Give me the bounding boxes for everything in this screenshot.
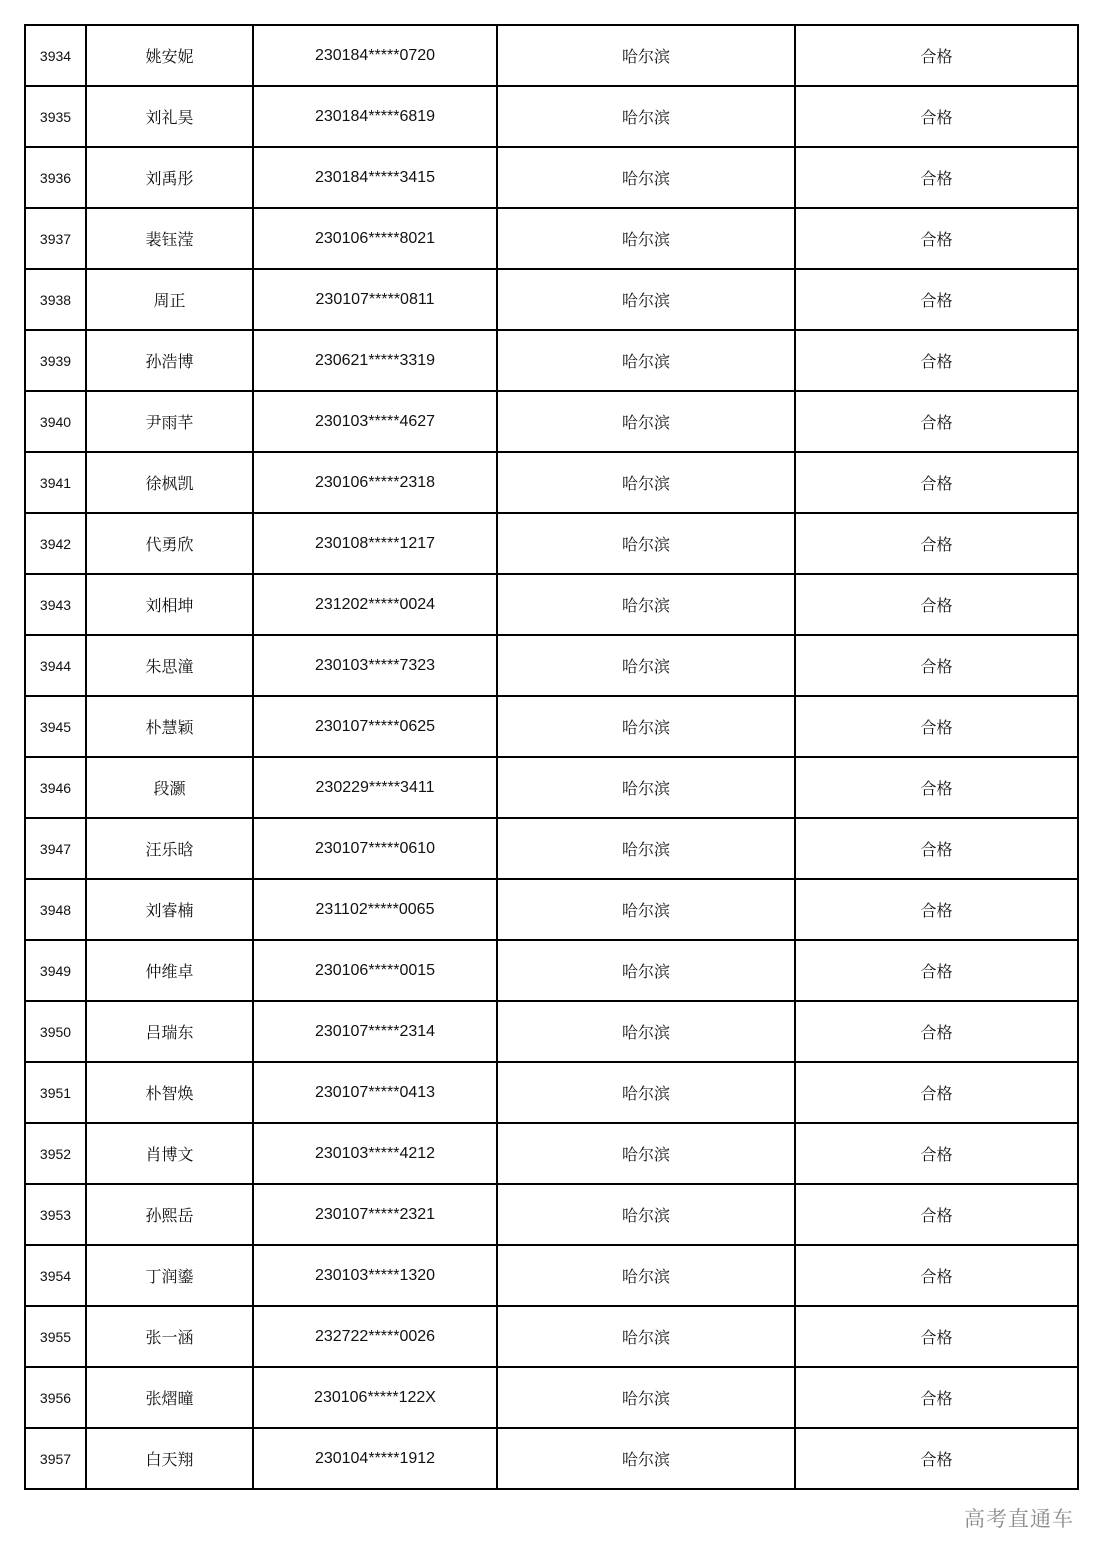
table-row [25, 1123, 1078, 1184]
cell-number: 3946 [25, 757, 86, 818]
cell-id-number: 230107*****2314 [253, 1001, 497, 1062]
cell-result: 合格 [795, 1123, 1078, 1184]
cell-number: 3955 [25, 1306, 86, 1367]
cell-id-number: 230107*****0610 [253, 818, 497, 879]
cell-number: 3945 [25, 696, 86, 757]
cell-city: 哈尔滨 [497, 1428, 795, 1489]
table-row [25, 1184, 1078, 1245]
cell-name: 段灏 [86, 757, 253, 818]
cell-number: 3953 [25, 1184, 86, 1245]
table-row [25, 1062, 1078, 1123]
cell-city: 哈尔滨 [497, 574, 795, 635]
cell-name: 刘相坤 [86, 574, 253, 635]
cell-result: 合格 [795, 1001, 1078, 1062]
cell-id-number: 230107*****2321 [253, 1184, 497, 1245]
cell-id-number: 230106*****0015 [253, 940, 497, 1001]
cell-id-number: 230184*****0720 [253, 25, 497, 86]
table-row [25, 86, 1078, 147]
cell-city: 哈尔滨 [497, 1245, 795, 1306]
cell-city: 哈尔滨 [497, 147, 795, 208]
cell-result: 合格 [795, 1306, 1078, 1367]
cell-name: 吕瑞东 [86, 1001, 253, 1062]
cell-name: 朱思潼 [86, 635, 253, 696]
cell-city: 哈尔滨 [497, 208, 795, 269]
cell-name: 代勇欣 [86, 513, 253, 574]
cell-id-number: 230108*****1217 [253, 513, 497, 574]
cell-name: 张熠曈 [86, 1367, 253, 1428]
cell-result: 合格 [795, 86, 1078, 147]
watermark: 高考直通车 [964, 1507, 1074, 1531]
results-table [24, 24, 1079, 1490]
cell-city: 哈尔滨 [497, 940, 795, 1001]
cell-name: 白天翔 [86, 1428, 253, 1489]
cell-id-number: 232722*****0026 [253, 1306, 497, 1367]
cell-name: 丁润鎏 [86, 1245, 253, 1306]
table-row [25, 757, 1078, 818]
table-row [25, 940, 1078, 1001]
table-row [25, 1306, 1078, 1367]
cell-number: 3943 [25, 574, 86, 635]
cell-id-number: 230107*****0413 [253, 1062, 497, 1123]
cell-city: 哈尔滨 [497, 513, 795, 574]
cell-result: 合格 [795, 269, 1078, 330]
cell-city: 哈尔滨 [497, 879, 795, 940]
table-row [25, 635, 1078, 696]
cell-result: 合格 [795, 818, 1078, 879]
table-row [25, 574, 1078, 635]
cell-city: 哈尔滨 [497, 25, 795, 86]
cell-id-number: 230103*****4627 [253, 391, 497, 452]
cell-number: 3947 [25, 818, 86, 879]
cell-name: 汪乐晗 [86, 818, 253, 879]
cell-number: 3940 [25, 391, 86, 452]
table-row [25, 330, 1078, 391]
cell-name: 朴慧颖 [86, 696, 253, 757]
cell-id-number: 230229*****3411 [253, 757, 497, 818]
cell-id-number: 230103*****7323 [253, 635, 497, 696]
cell-result: 合格 [795, 879, 1078, 940]
table-row [25, 452, 1078, 513]
cell-city: 哈尔滨 [497, 86, 795, 147]
cell-name: 仲维卓 [86, 940, 253, 1001]
table-row [25, 1001, 1078, 1062]
cell-result: 合格 [795, 574, 1078, 635]
cell-city: 哈尔滨 [497, 1306, 795, 1367]
table-row [25, 879, 1078, 940]
cell-id-number: 230103*****4212 [253, 1123, 497, 1184]
cell-number: 3942 [25, 513, 86, 574]
cell-city: 哈尔滨 [497, 696, 795, 757]
cell-name: 姚安妮 [86, 25, 253, 86]
cell-name: 徐枫凯 [86, 452, 253, 513]
cell-number: 3939 [25, 330, 86, 391]
cell-result: 合格 [795, 208, 1078, 269]
cell-result: 合格 [795, 1062, 1078, 1123]
cell-number: 3936 [25, 147, 86, 208]
cell-result: 合格 [795, 757, 1078, 818]
table-row [25, 696, 1078, 757]
cell-name: 刘礼昊 [86, 86, 253, 147]
table-row [25, 1367, 1078, 1428]
cell-result: 合格 [795, 696, 1078, 757]
cell-id-number: 230106*****8021 [253, 208, 497, 269]
cell-id-number: 231202*****0024 [253, 574, 497, 635]
cell-city: 哈尔滨 [497, 1123, 795, 1184]
cell-id-number: 230103*****1320 [253, 1245, 497, 1306]
cell-number: 3954 [25, 1245, 86, 1306]
cell-id-number: 231102*****0065 [253, 879, 497, 940]
cell-result: 合格 [795, 391, 1078, 452]
cell-number: 3950 [25, 1001, 86, 1062]
cell-result: 合格 [795, 452, 1078, 513]
cell-city: 哈尔滨 [497, 452, 795, 513]
cell-number: 3941 [25, 452, 86, 513]
cell-name: 孙熙岳 [86, 1184, 253, 1245]
cell-name: 肖博文 [86, 1123, 253, 1184]
cell-city: 哈尔滨 [497, 330, 795, 391]
cell-result: 合格 [795, 1428, 1078, 1489]
cell-number: 3937 [25, 208, 86, 269]
cell-city: 哈尔滨 [497, 818, 795, 879]
cell-number: 3949 [25, 940, 86, 1001]
cell-result: 合格 [795, 1245, 1078, 1306]
cell-number: 3952 [25, 1123, 86, 1184]
cell-city: 哈尔滨 [497, 1367, 795, 1428]
cell-name: 裴钰滢 [86, 208, 253, 269]
cell-name: 尹雨芊 [86, 391, 253, 452]
cell-result: 合格 [795, 25, 1078, 86]
cell-name: 刘睿楠 [86, 879, 253, 940]
cell-result: 合格 [795, 513, 1078, 574]
cell-number: 3938 [25, 269, 86, 330]
cell-city: 哈尔滨 [497, 269, 795, 330]
cell-id-number: 230106*****122X [253, 1367, 497, 1428]
table-row [25, 208, 1078, 269]
cell-number: 3935 [25, 86, 86, 147]
cell-name: 刘禹彤 [86, 147, 253, 208]
cell-city: 哈尔滨 [497, 1001, 795, 1062]
cell-id-number: 230184*****6819 [253, 86, 497, 147]
cell-city: 哈尔滨 [497, 757, 795, 818]
cell-result: 合格 [795, 1367, 1078, 1428]
cell-id-number: 230104*****1912 [253, 1428, 497, 1489]
table-row [25, 818, 1078, 879]
cell-id-number: 230184*****3415 [253, 147, 497, 208]
cell-number: 3951 [25, 1062, 86, 1123]
cell-id-number: 230107*****0811 [253, 269, 497, 330]
table-row [25, 147, 1078, 208]
cell-name: 朴智焕 [86, 1062, 253, 1123]
cell-result: 合格 [795, 330, 1078, 391]
cell-name: 张一涵 [86, 1306, 253, 1367]
table-row [25, 1245, 1078, 1306]
cell-result: 合格 [795, 635, 1078, 696]
table-row [25, 513, 1078, 574]
cell-city: 哈尔滨 [497, 391, 795, 452]
cell-number: 3948 [25, 879, 86, 940]
cell-name: 周正 [86, 269, 253, 330]
table-row [25, 269, 1078, 330]
cell-number: 3956 [25, 1367, 86, 1428]
cell-id-number: 230106*****2318 [253, 452, 497, 513]
results-table-body [25, 25, 1078, 1489]
cell-result: 合格 [795, 1184, 1078, 1245]
cell-id-number: 230107*****0625 [253, 696, 497, 757]
cell-result: 合格 [795, 147, 1078, 208]
cell-number: 3957 [25, 1428, 86, 1489]
cell-result: 合格 [795, 940, 1078, 1001]
cell-name: 孙浩博 [86, 330, 253, 391]
cell-city: 哈尔滨 [497, 1184, 795, 1245]
table-row [25, 391, 1078, 452]
cell-number: 3934 [25, 25, 86, 86]
cell-id-number: 230621*****3319 [253, 330, 497, 391]
table-row [25, 25, 1078, 86]
table-row [25, 1428, 1078, 1489]
cell-city: 哈尔滨 [497, 1062, 795, 1123]
cell-number: 3944 [25, 635, 86, 696]
cell-city: 哈尔滨 [497, 635, 795, 696]
